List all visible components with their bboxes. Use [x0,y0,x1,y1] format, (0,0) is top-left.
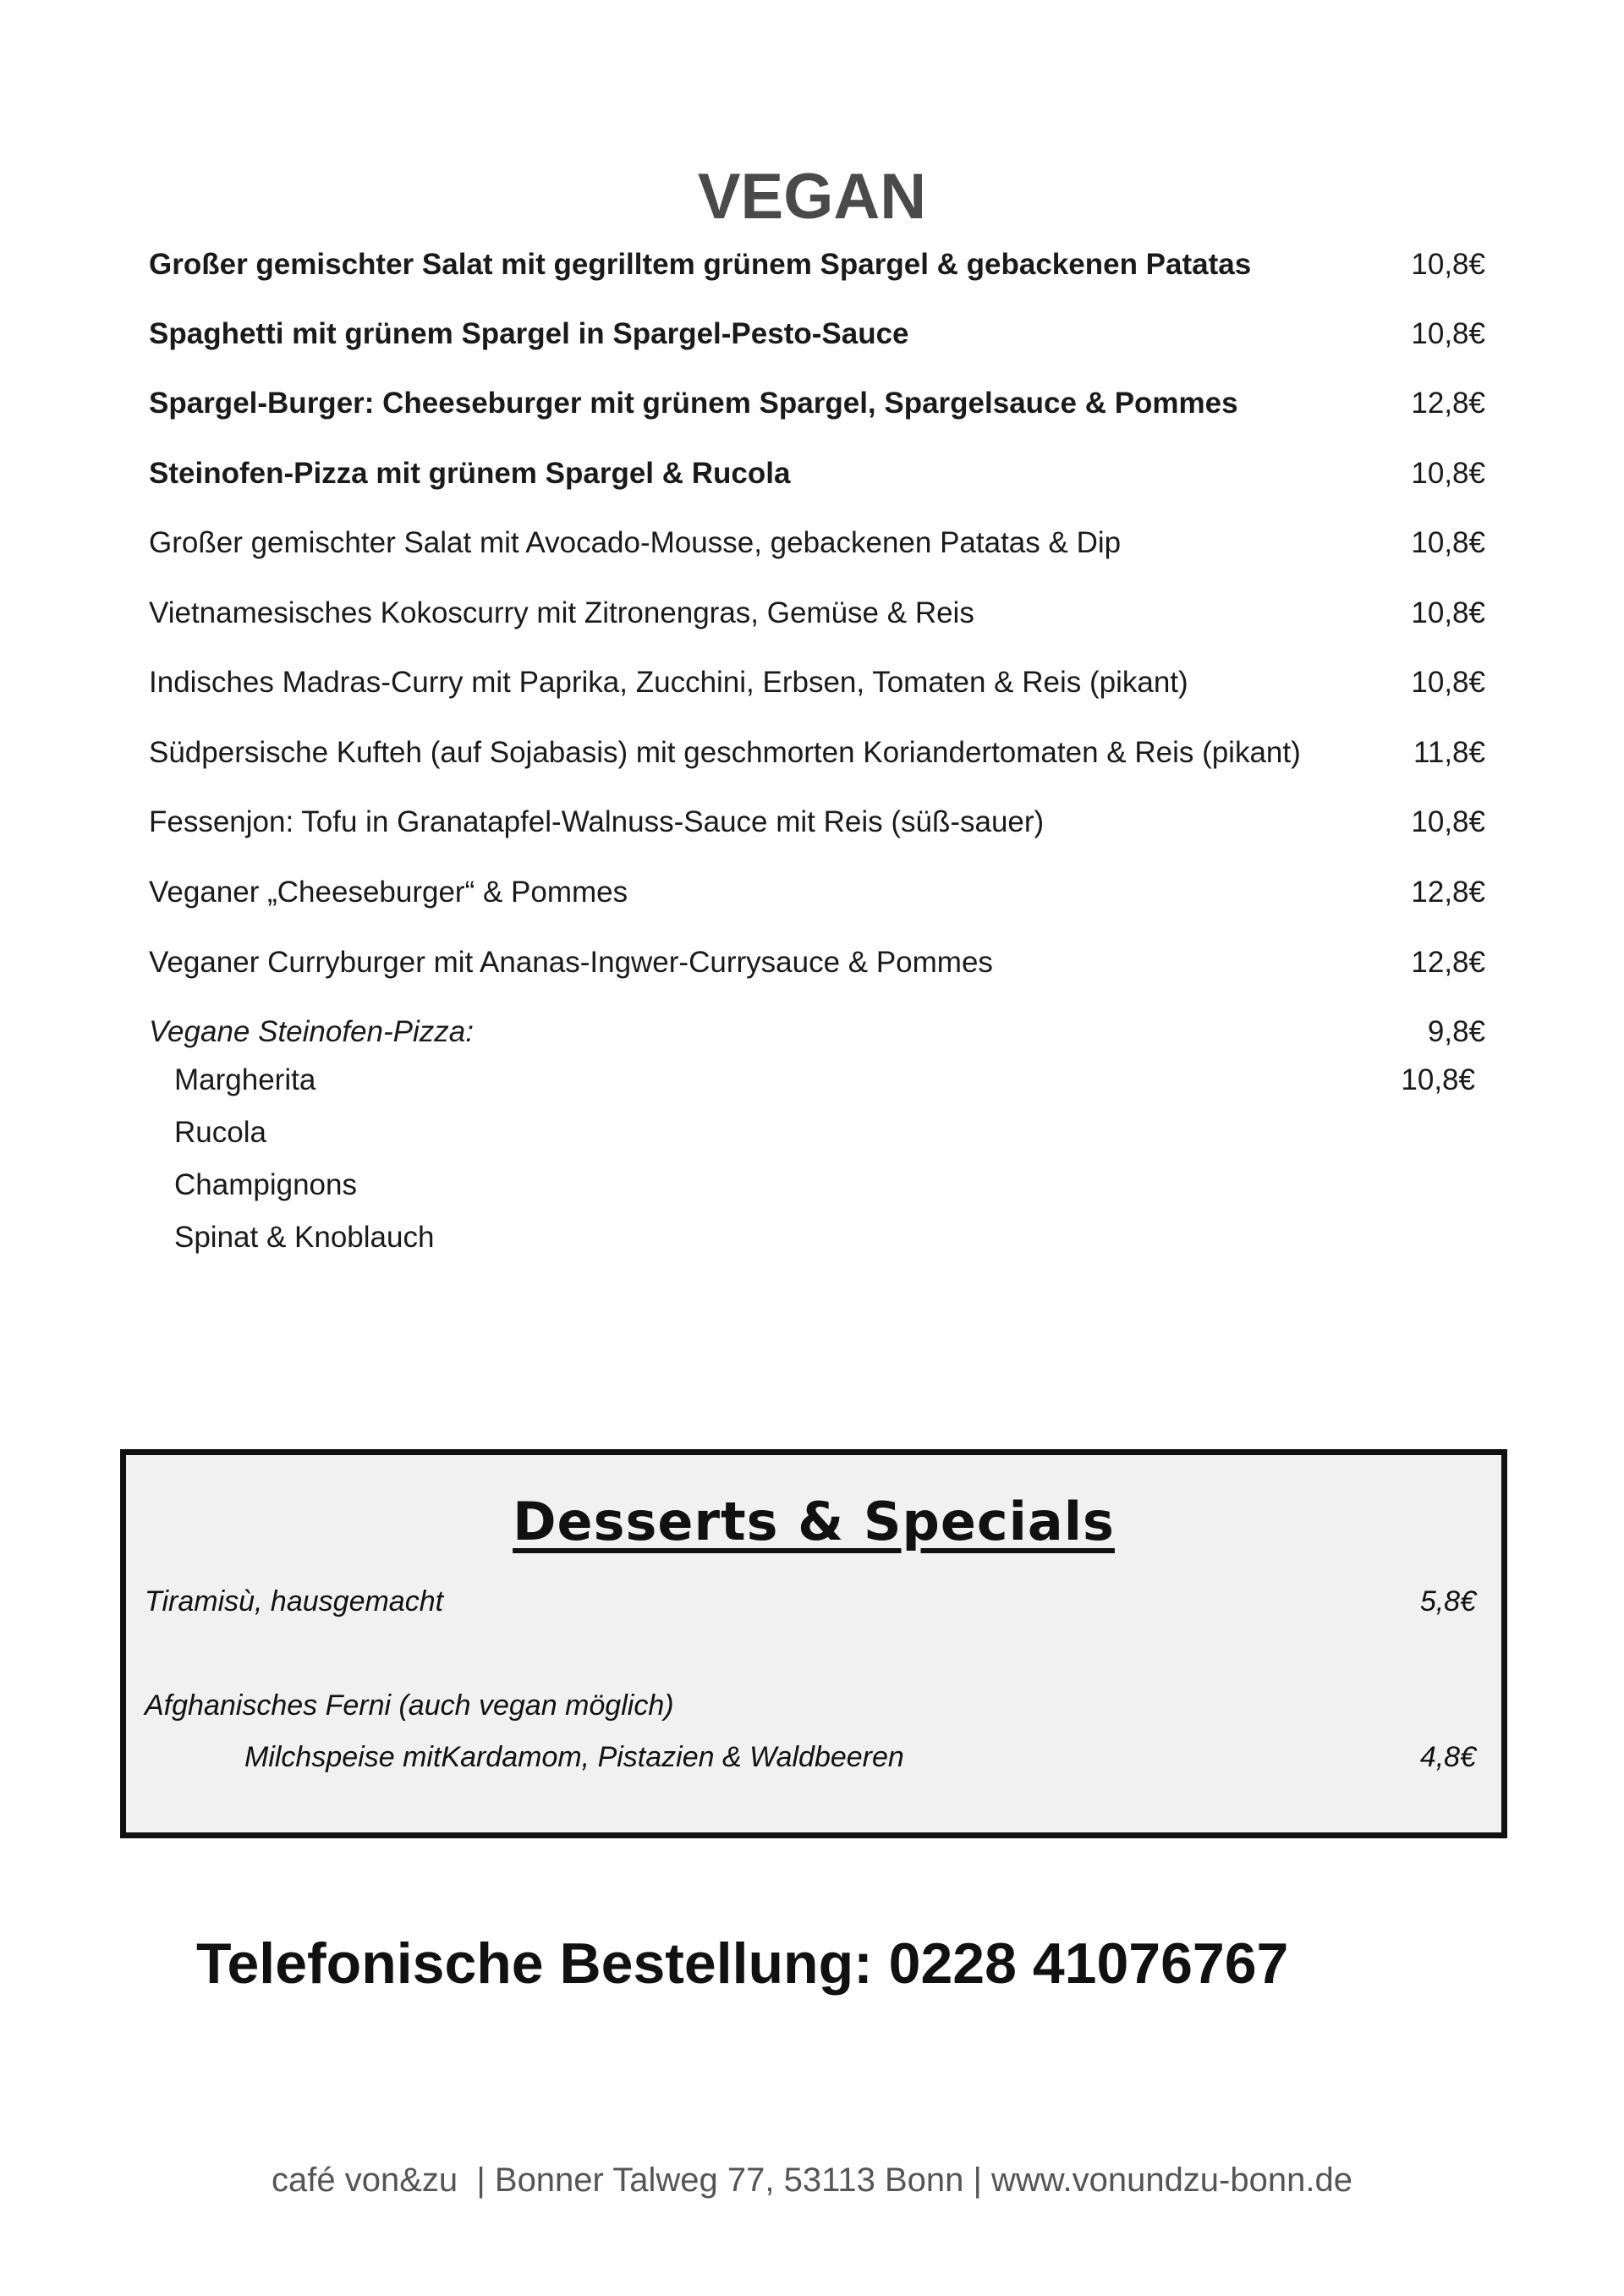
dessert-item-description: Milchspeise mitKardamom, Pistazien & Waldbeeren [244,1741,904,1773]
dessert-item-price: 5,8€ [1419,1585,1476,1618]
pizza-variety: Spinat & Knoblauch [174,1221,435,1254]
desserts-box [120,1449,1507,1838]
menu-item-name: Vietnamesisches Kokoscurry mit Zitronengras, Gemüse & Reis [149,596,974,629]
dessert-item-name: Tiramisù, hausgemacht [145,1585,444,1618]
menu-item-name: Großer gemischter Salat mit Avocado-Mousse, gebackenen Patatas & Dip [149,526,1122,559]
pizza-price-1: 9,8€ [1427,1015,1485,1048]
menu-item-price: 10,8€ [1411,248,1485,281]
menu-item-name: Steinofen-Pizza mit grünem Spargel & Rucola [149,457,791,490]
menu-item [149,522,1485,564]
menu-item [149,732,1485,774]
dessert-item-price: 4,8€ [1419,1741,1476,1773]
pizza-heading: Vegane Steinofen-Pizza: [149,1015,474,1048]
menu-item-name: Südpersische Kufteh (auf Sojabasis) mit geschmorten Koriandertomaten & Reis (pikant) [149,736,1301,769]
menu-item-price: 10,8€ [1411,526,1485,559]
pizza-price-2: 10,8€ [1401,1063,1475,1096]
menu-item-price: 12,8€ [1411,876,1485,909]
dessert-item-name: Afghanisches Ferni (auch vegan möglich) [145,1689,674,1722]
menu-item [149,662,1485,704]
menu-item-name: Spaghetti mit grünem Spargel in Spargel-Pesto-Sauce [149,317,909,350]
menu-item-name: Veganer Curryburger mit Ananas-Ingwer-Currysauce & Pommes [149,946,993,979]
menu-item-price: 10,8€ [1411,805,1485,838]
menu-item [149,801,1485,843]
menu-item-price: 11,8€ [1413,736,1485,769]
menu-item [149,453,1485,495]
menu-item-price: 10,8€ [1411,666,1485,699]
menu-item [149,942,1485,984]
menu-item-price: 10,8€ [1411,596,1485,629]
menu-item-price: 10,8€ [1411,317,1485,350]
pizza-variety: Rucola [174,1116,266,1149]
menu-item-name: Großer gemischter Salat mit gegrilltem grünem Spargel & gebackenen Patatas [149,248,1252,281]
menu-item [149,313,1485,355]
desserts-title: Desserts & Specials [513,1491,1115,1552]
menu-item [149,592,1485,634]
menu-item-price: 12,8€ [1411,387,1485,420]
pizza-variety: Champignons [174,1168,357,1201]
phone-order-line: Telefonische Bestellung: 0228 41076767 [196,1931,1289,1996]
menu-heading: VEGAN [697,161,927,233]
menu-item-price: 10,8€ [1411,457,1485,490]
menu-item-name: Spargel-Burger: Cheeseburger mit grünem Spargel, Spargelsauce & Pommes [149,387,1238,420]
menu-item-price: 12,8€ [1411,946,1485,979]
pizza-variety: Margherita [174,1063,316,1096]
menu-item-name: Veganer „Cheeseburger“ & Pommes [149,876,628,909]
menu-item [149,382,1485,425]
menu-item [149,871,1485,914]
pizza-heading-row [149,1011,1485,1053]
menu-item-name: Indisches Madras-Curry mit Paprika, Zucchini, Erbsen, Tomaten & Reis (pikant) [149,666,1188,699]
menu-item [149,244,1485,286]
menu-item-name: Fessenjon: Tofu in Granatapfel-Walnuss-Sauce mit Reis (süß-sauer) [149,805,1045,838]
footer-address: café von&zu | Bonner Talweg 77, 53113 Bonn | www.vonundzu-bonn.de [272,2161,1352,2199]
